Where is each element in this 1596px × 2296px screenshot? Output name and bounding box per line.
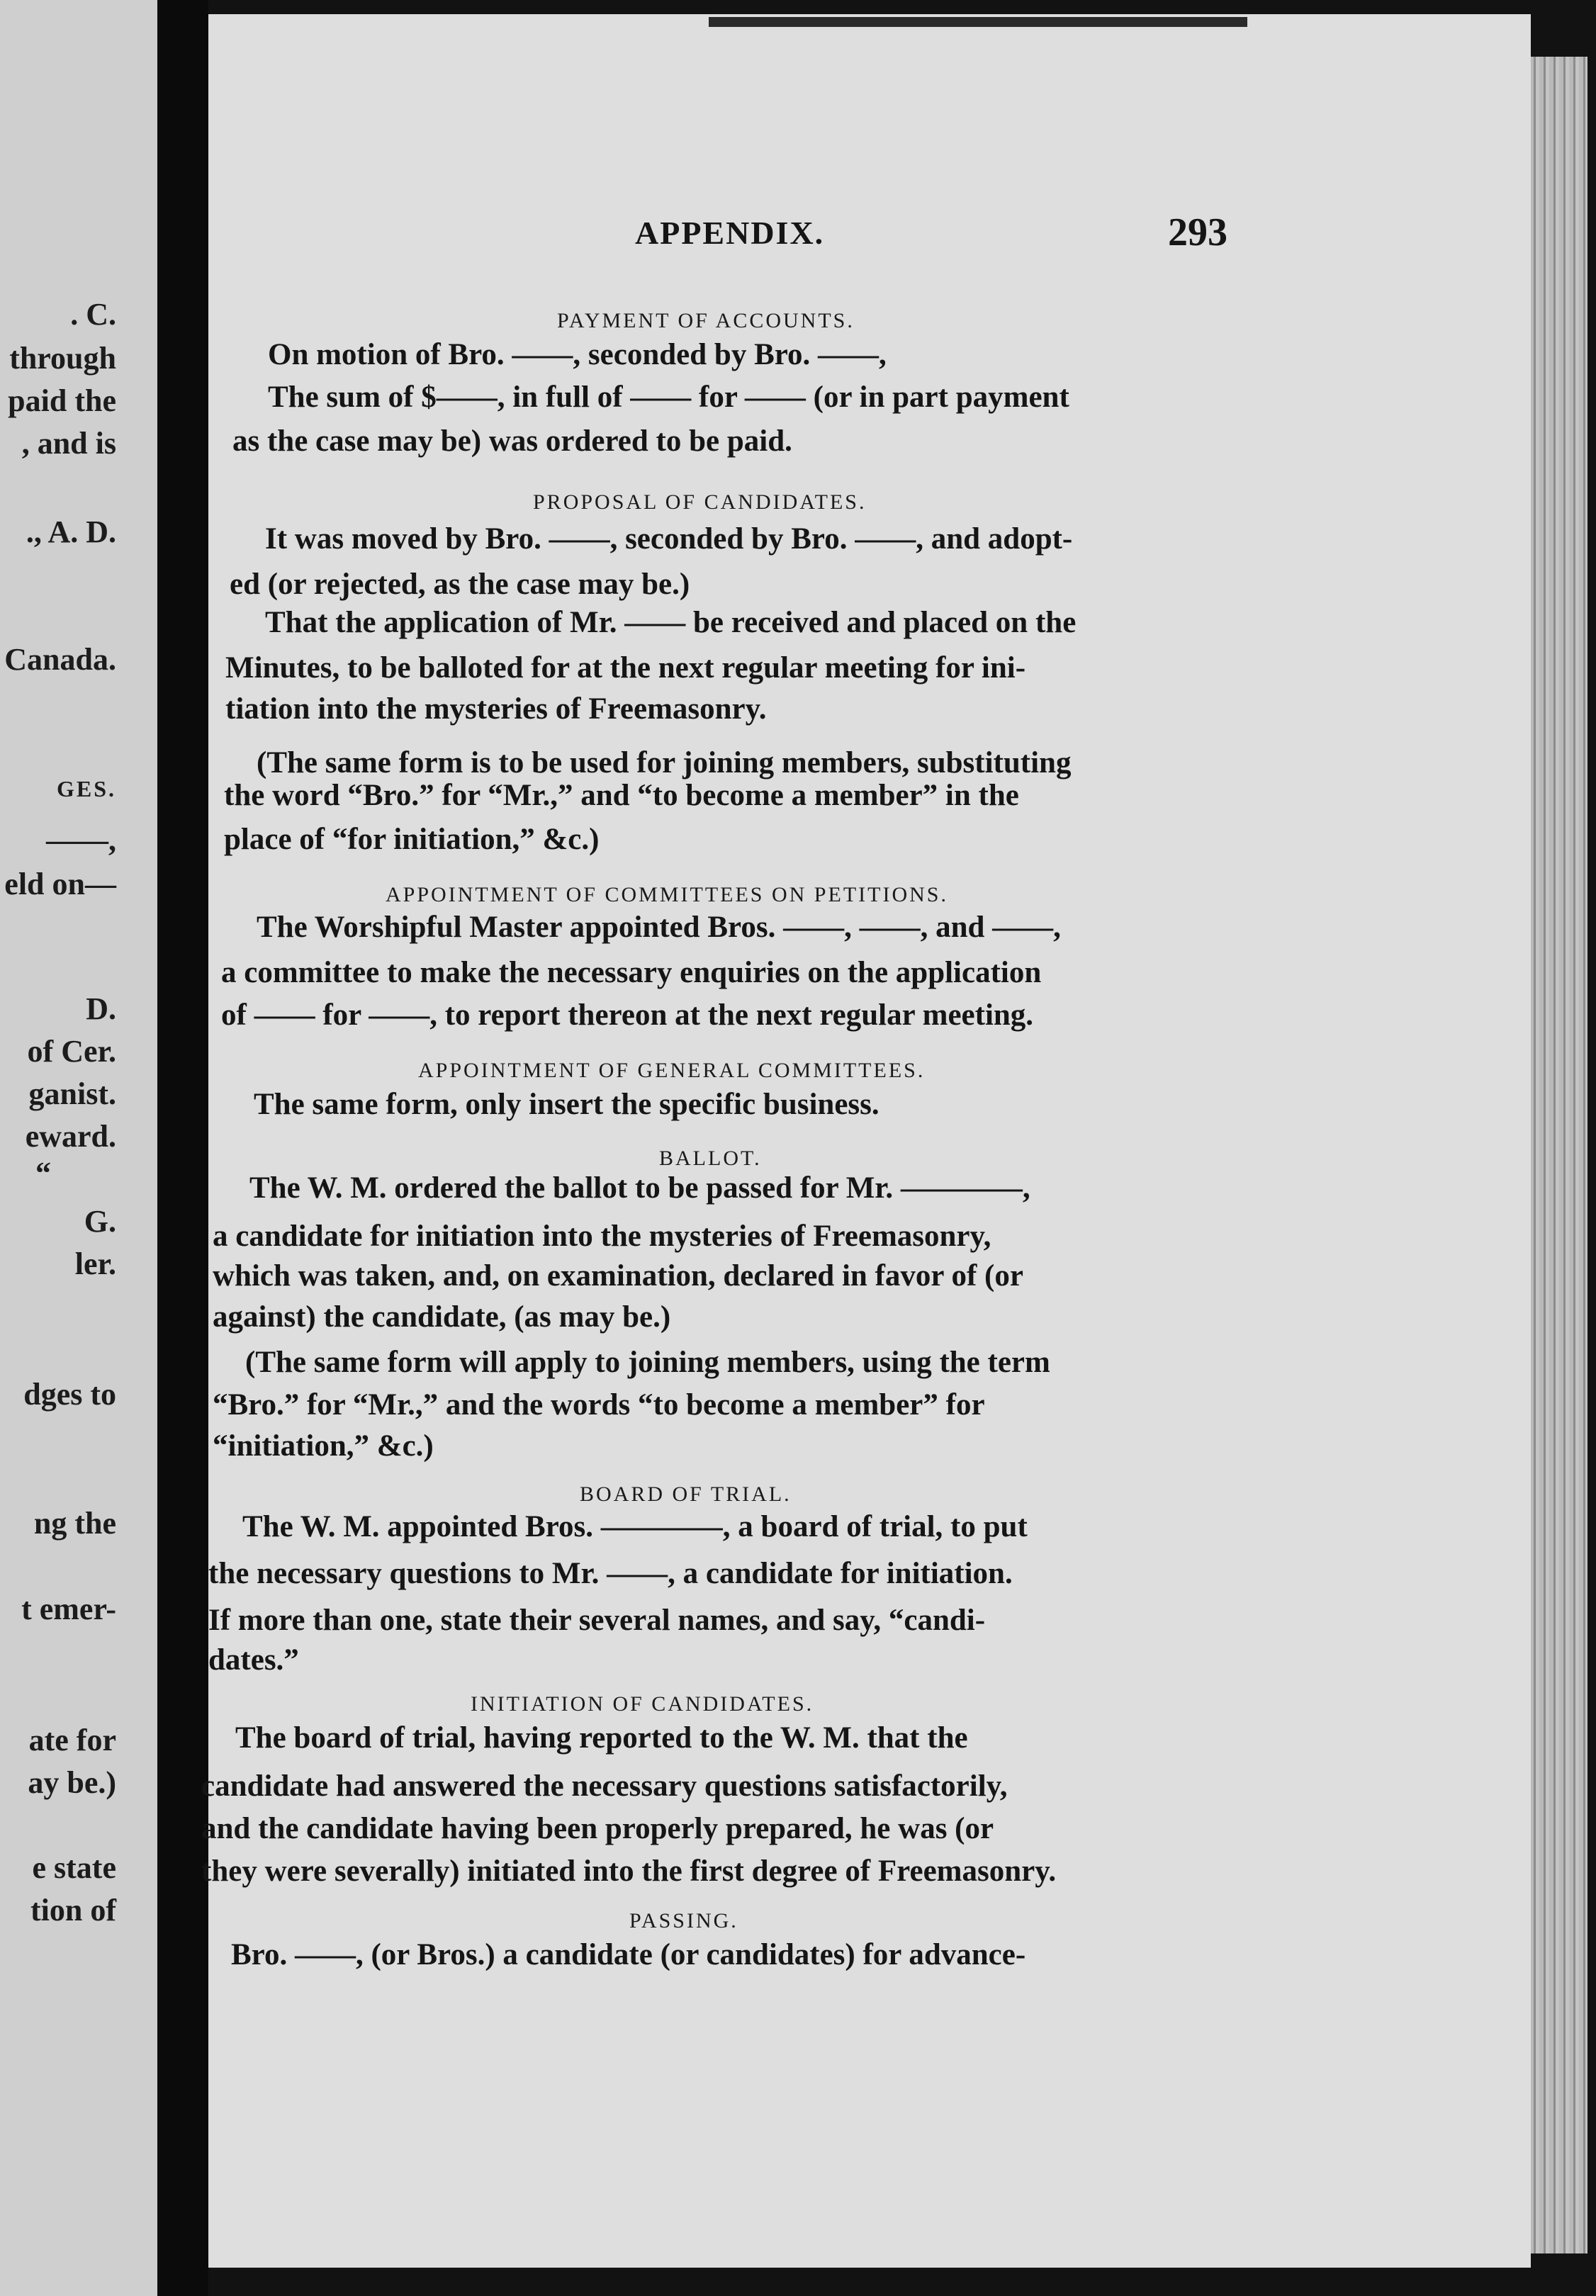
- text-line: (The same form is to be used for joining members, substituting: [257, 746, 1072, 780]
- left-line: . C.: [70, 297, 116, 332]
- text-line: “Bro.” for “Mr.,” and the words “to become a member” for: [213, 1388, 985, 1422]
- text-line: (The same form will apply to joining members, using the term: [245, 1346, 1050, 1379]
- left-line: ler.: [74, 1247, 116, 1281]
- left-line: G.: [84, 1204, 116, 1239]
- scan-top-bar: [709, 17, 1247, 27]
- text-line: The sum of $——, in full of —— for —— (or in part payment: [268, 381, 1069, 414]
- text-line: Bro. ——, (or Bros.) a candidate (or candidates) for advance-: [231, 1938, 1026, 1971]
- left-line: ay be.): [28, 1765, 116, 1800]
- text-line: It was moved by Bro. ——, seconded by Bro. ——, and adopt-: [265, 522, 1073, 556]
- text-line: The same form, only insert the specific business.: [254, 1088, 880, 1121]
- section-heading-passing: PASSING.: [629, 1909, 738, 1932]
- text-line: Minutes, to be balloted for at the next regular meeting for ini-: [225, 651, 1026, 685]
- left-line: t emer-: [21, 1592, 116, 1626]
- text-line: That the application of Mr. —— be received and placed on the: [265, 606, 1077, 639]
- text-line: against) the candidate, (as may be.): [213, 1300, 671, 1334]
- left-line: tion of: [30, 1893, 116, 1928]
- section-heading-board-of-trial: BOARD OF TRIAL.: [580, 1482, 792, 1506]
- left-line: GES.: [56, 776, 116, 801]
- text-line: candidate had answered the necessary questions satisfactorily,: [201, 1769, 1008, 1803]
- text-line: The W. M. ordered the ballot to be passed for Mr. ————,: [249, 1171, 1030, 1205]
- text-line: a candidate for initiation into the mysteries of Freemasonry,: [213, 1220, 991, 1253]
- left-line: ganist.: [28, 1076, 116, 1111]
- text-line: If more than one, state their several names, and say, “candi-: [208, 1604, 986, 1637]
- section-heading-proposal-of-candidates: PROPOSAL OF CANDIDATES.: [533, 490, 867, 514]
- left-line: ., A. D.: [26, 514, 116, 549]
- text-line: The Worshipful Master appointed Bros. ——, ——, and ——,: [257, 911, 1061, 944]
- text-line: ed (or rejected, as the case may be.): [230, 568, 690, 601]
- text-line: and the candidate having been properly prepared, he was (or: [201, 1812, 994, 1845]
- text-line: which was taken, and, on examination, declared in favor of (or: [213, 1259, 1023, 1293]
- left-line: D.: [86, 991, 116, 1026]
- left-line: ——,: [46, 823, 116, 857]
- left-line: ng the: [33, 1506, 116, 1541]
- text-line: tiation into the mysteries of Freemasonry.: [225, 692, 767, 726]
- text-line: the word “Bro.” for “Mr.,” and “to become a member” in the: [224, 779, 1019, 812]
- book-gutter: [157, 0, 208, 2296]
- text-line: On motion of Bro. ——, seconded by Bro. ——,: [268, 338, 887, 371]
- text-line: dates.”: [208, 1643, 299, 1677]
- section-heading-ballot: BALLOT.: [659, 1147, 762, 1170]
- text-line: The board of trial, having reported to the W. M. that the: [235, 1721, 968, 1755]
- text-line: a committee to make the necessary enquiries on the application: [221, 956, 1042, 989]
- left-line: dges to: [23, 1377, 116, 1412]
- page-number: 293: [1168, 210, 1227, 254]
- left-line: e state: [32, 1850, 116, 1885]
- section-heading-general-committees: APPOINTMENT OF GENERAL COMMITTEES.: [418, 1059, 926, 1082]
- text-line: the necessary questions to Mr. ——, a candidate for initiation.: [208, 1557, 1013, 1590]
- left-page-fragment: [0, 0, 157, 2296]
- left-line: , and is: [21, 426, 116, 461]
- section-heading-payment-of-accounts: PAYMENT OF ACCOUNTS.: [557, 309, 855, 332]
- left-line: ate for: [28, 1723, 116, 1757]
- text-line: “initiation,” &c.): [213, 1429, 434, 1463]
- text-line: place of “for initiation,” &c.): [224, 823, 600, 856]
- left-line: of Cer.: [27, 1034, 116, 1069]
- running-head: APPENDIX.: [635, 215, 825, 251]
- text-line: of —— for ——, to report thereon at the next regular meeting.: [221, 998, 1034, 1032]
- left-line: Canada.: [4, 642, 116, 677]
- left-line: “: [35, 1156, 51, 1191]
- left-line: eld on—: [4, 867, 116, 901]
- section-heading-initiation-of-candidates: INITIATION OF CANDIDATES.: [471, 1692, 814, 1716]
- text-line: The W. M. appointed Bros. ————, a board of trial, to put: [242, 1510, 1028, 1543]
- left-line: through: [9, 341, 116, 376]
- text-line: they were severally) initiated into the first degree of Freemasonry.: [201, 1855, 1057, 1888]
- text-line: as the case may be) was ordered to be paid.: [232, 424, 792, 458]
- section-heading-committees-on-petitions: APPOINTMENT OF COMMITTEES ON PETITIONS.: [386, 883, 948, 906]
- left-line: eward.: [25, 1119, 116, 1154]
- left-line: paid the: [8, 383, 116, 418]
